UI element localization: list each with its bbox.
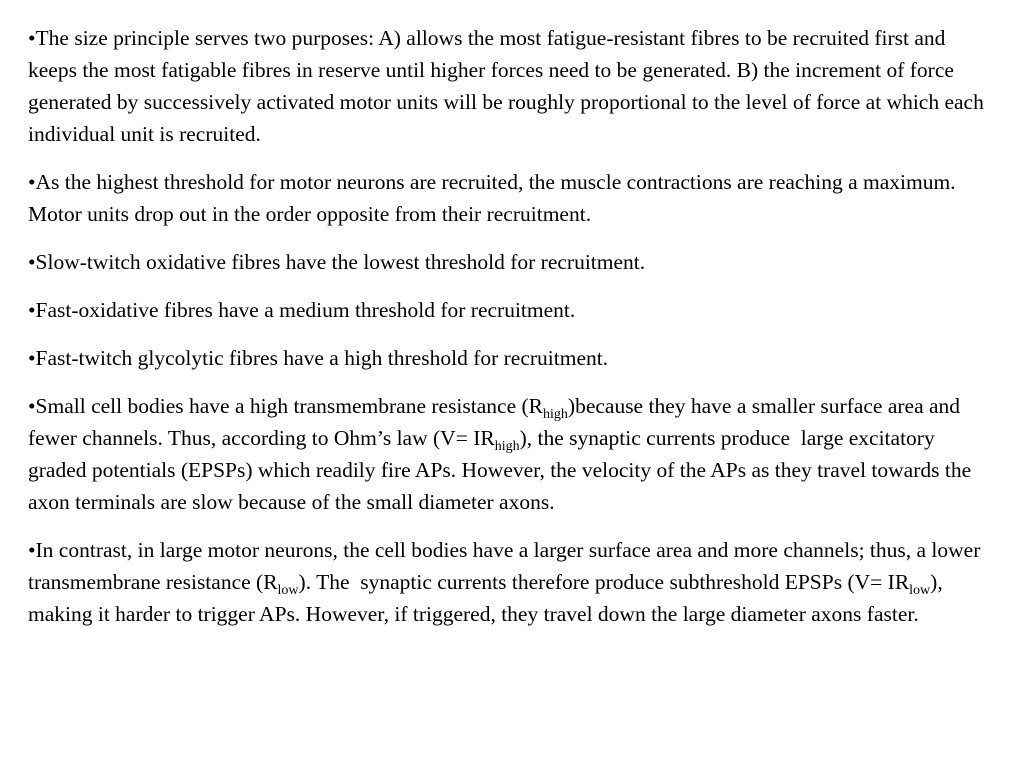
subscript-text: low <box>909 583 931 598</box>
subscript-text: high <box>494 439 520 454</box>
paragraph-text: •Small cell bodies have a high transmembrane resistance (R <box>28 394 544 418</box>
paragraph-text: •Fast-oxidative fibres have a medium threshold for recruitment. <box>28 298 576 322</box>
bullet-paragraph <box>28 534 996 630</box>
slide-body <box>28 22 996 646</box>
bullet-paragraph <box>28 342 996 374</box>
paragraph-text: )because they have a smaller surface area and fewer channels. Thus, according to Ohm’s law (V= IR <box>28 394 966 450</box>
bullet-paragraph <box>28 390 996 518</box>
paragraph-text: •As the highest threshold for motor neurons are recruited, the muscle contractions are reaching a maximum. Motor units drop out in the order opposite from their recruitment. <box>28 170 961 226</box>
bullet-paragraph <box>28 22 996 150</box>
paragraph-text: •Fast-twitch glycolytic fibres have a high threshold for recruitment. <box>28 346 609 370</box>
paragraph-text: ), making it harder to trigger APs. However, if triggered, they travel down the large diameter axons faster. <box>28 570 949 626</box>
subscript-text: low <box>277 583 299 598</box>
bullet-paragraph <box>28 294 996 326</box>
paragraph-text: •In contrast, in large motor neurons, the cell bodies have a larger surface area and more channels; thus, a lower transmembrane resistance (R <box>28 538 986 594</box>
paragraph-text: ). The synaptic currents therefore produce subthreshold EPSPs (V= IR <box>298 570 910 594</box>
paragraph-text: •The size principle serves two purposes: A) allows the most fatigue-resistant fibres to be recruited first and keeps the most fatigable fibres in reserve until higher forces need to be generated. B) the increment of force generated by successively activated motor units will be roughly proportional to the level of force at which each individual unit is recruited. <box>28 26 990 146</box>
bullet-paragraph <box>28 246 996 278</box>
paragraph-text: ), the synaptic currents produce large excitatory graded potentials (EPSPs) which readily fire APs. However, the velocity of the APs as they travel towards the axon terminals are slow because of the small diameter axons. <box>28 426 977 514</box>
subscript-text: high <box>543 407 568 422</box>
paragraph-text: •Slow-twitch oxidative fibres have the lowest threshold for recruitment. <box>28 250 646 274</box>
bullet-paragraph <box>28 166 996 230</box>
